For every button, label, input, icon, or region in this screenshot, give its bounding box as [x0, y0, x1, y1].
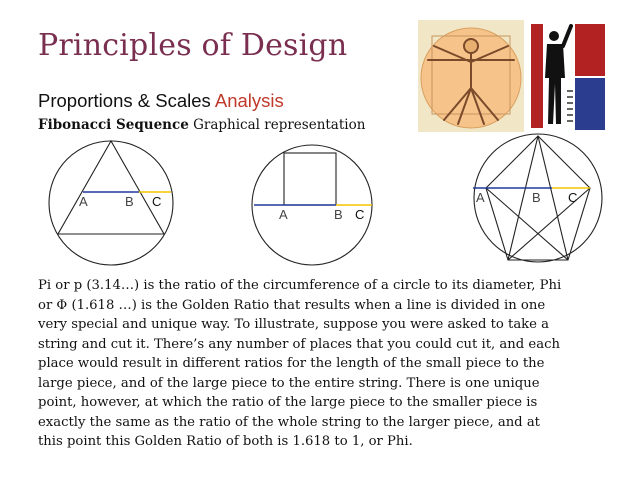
page-title: Principles of Design [38, 28, 348, 63]
triangle-outline [58, 141, 164, 234]
body-line: very special and unique way. To illustrate, suppose you were asked to take a [38, 317, 550, 332]
body-line: Pi or p (3.14…) is the ratio of the circumference of a circle to its diameter, Phi [38, 278, 562, 293]
diagram-pentagon [470, 130, 606, 266]
label-c: C [568, 190, 578, 205]
subtitle-prefix: Proportions & Scales [38, 90, 215, 111]
body-line: string and cut it. There’s any number of places that you could cut it, and each [38, 336, 560, 352]
label-b: B [532, 190, 541, 205]
subtitle-accent: Analysis [214, 90, 284, 111]
square-outline [284, 153, 336, 205]
section-heading-rest: Graphical representation [188, 117, 366, 133]
label-b: B [334, 207, 343, 222]
label-c: C [152, 194, 162, 209]
body-line: or Φ (1.618 …) is the Golden Ratio that results when a line is divided in one [38, 297, 546, 313]
section-heading-bold: Fibonacci Sequence [38, 117, 189, 133]
label-b: B [125, 194, 134, 209]
diagram-triangle [46, 138, 176, 268]
body-paragraph [38, 276, 603, 452]
body-line: exactly the same as the ratio of the whole string to the larger piece, and at [38, 414, 540, 430]
label-a: A [279, 207, 288, 222]
body-line: large piece, and of the large piece to the entire string. There is one unique [38, 375, 540, 391]
section-heading [38, 117, 365, 133]
label-c: C [355, 207, 365, 222]
subtitle [38, 90, 284, 112]
label-a: A [79, 194, 88, 209]
vitruvian-man-icon [418, 20, 524, 132]
body-line: point, however, at which the ratio of the large piece to the smaller piece is [38, 395, 538, 410]
body-line: place would result in different ratios for the length of the small piece to the [38, 356, 545, 371]
body-line: this point this Golden Ratio of both is 1.618 to 1, or Phi. [38, 434, 413, 449]
le-corbusier-modulor-icon [527, 20, 613, 132]
label-a: A [476, 190, 485, 205]
diagram-square [251, 138, 381, 268]
